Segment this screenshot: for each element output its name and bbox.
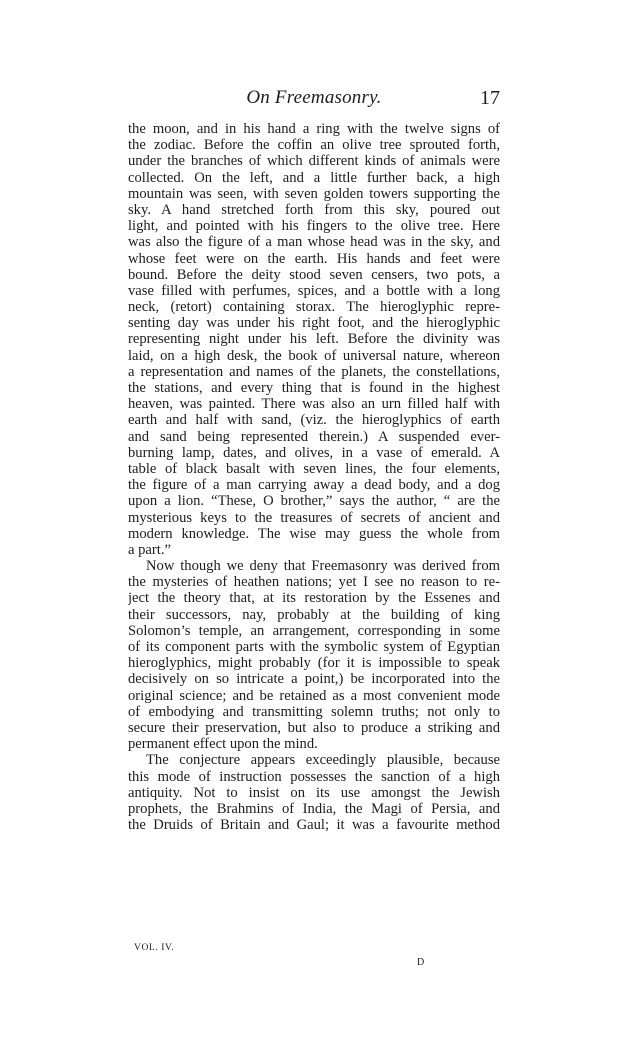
text-line: prophets, the Brahmins of India, the Magi of Persia, and (128, 800, 500, 817)
text-line: sky. A hand stretched forth from this sky, poured out (128, 201, 500, 218)
body-text (128, 121, 500, 833)
text-line: hieroglyphics, might probably (for it is impossible to speak (128, 655, 500, 672)
text-line: neck, (retort) containing storax. The hieroglyphic repre- (128, 299, 500, 316)
text-line: permanent effect upon the mind. (128, 736, 318, 753)
text-line: senting day was under his right foot, and the hieroglyphic (128, 315, 500, 332)
text-line: the figure of a man carrying away a dead body, and a dog (128, 477, 500, 494)
text-line: vase filled with perfumes, spices, and a bottle with a long (128, 282, 500, 299)
text-line: whose feet were on the earth. His hands and feet were (128, 250, 500, 267)
text-line: Now though we deny that Freemasonry was derived from (146, 558, 500, 575)
text-line: antiquity. Not to insist on its use amongst the Jewish (128, 784, 500, 801)
text-line: Solomon’s temple, an arrangement, corresponding in some (128, 622, 500, 639)
text-line: the Druids of Britain and Gaul; it was a favourite method (128, 817, 500, 834)
text-line: a representation and names of the planets, the constellations, (128, 363, 500, 380)
text-line: modern knowledge. The wise may guess the whole from (128, 525, 500, 542)
text-line: ject the theory that, at its restoration by the Essenes and (128, 590, 500, 607)
text-line: laid, on a high desk, the book of universal nature, whereon (128, 347, 500, 364)
text-line: mountain was seen, with seven golden towers supporting the (128, 185, 500, 202)
text-line: earth and half with sand, (viz. the hieroglyphics of earth (128, 412, 500, 429)
text-line: secure their preservation, but also to produce a striking and (128, 719, 500, 736)
text-line: the stations, and every thing that is found in the highest (128, 380, 500, 396)
text-line: a part.” (128, 541, 171, 558)
page-number: 17 (480, 87, 500, 109)
volume-mark: VOL. IV. (134, 943, 175, 953)
text-line: the mysteries of heathen nations; yet I see no reason to re- (128, 574, 500, 591)
text-line: table of black basalt with seven lines, the four elements, (128, 460, 500, 477)
signature-mark: D (417, 957, 425, 968)
text-line: mysterious keys to the treasures of secrets of ancient and (128, 509, 500, 526)
text-line: the moon, and in his hand a ring with the twelve signs of (128, 121, 500, 137)
text-line: heaven, was painted. There was also an urn filled half with (128, 396, 500, 413)
running-head (128, 84, 500, 112)
text-line: under the branches of which different kinds of animals were (128, 153, 500, 170)
page-footer (134, 940, 434, 968)
text-line: their successors, nay, probably at the building of king (128, 606, 500, 623)
text-line: collected. On the left, and a little further back, a high (128, 169, 500, 186)
text-line: of embodying and transmitting solemn truths; not only to (128, 703, 500, 720)
text-line: upon a lion. “These, O brother,” says the author, “ are the (128, 493, 500, 510)
text-line: The conjecture appears exceedingly plausible, because (146, 752, 500, 769)
text-line: was also the figure of a man whose head was in the sky, and (128, 234, 500, 251)
text-line: decisively on so intricate a point,) be incorporated into the (128, 671, 500, 688)
text-line: this mode of instruction possesses the sanction of a high (128, 768, 500, 785)
text-line: representing night under his left. Before the divinity was (128, 331, 500, 348)
text-line: burning lamp, dates, and olives, in a vase of emerald. A (128, 444, 500, 461)
text-line: the zodiac. Before the coffin an olive tree sprouted forth, (128, 137, 500, 154)
text-line: original science; and be retained as a most convenient mode (128, 687, 500, 704)
text-line: and sand being represented therein.) A suspended ever- (128, 428, 500, 445)
text-line: light, and pointed with his fingers to the olive tree. Here (128, 218, 500, 235)
text-line: bound. Before the deity stood seven censers, two pots, a (128, 266, 500, 283)
running-title: On Freemasonry. (246, 87, 382, 108)
text-line: of its component parts with the symbolic system of Egyptian (128, 639, 500, 655)
